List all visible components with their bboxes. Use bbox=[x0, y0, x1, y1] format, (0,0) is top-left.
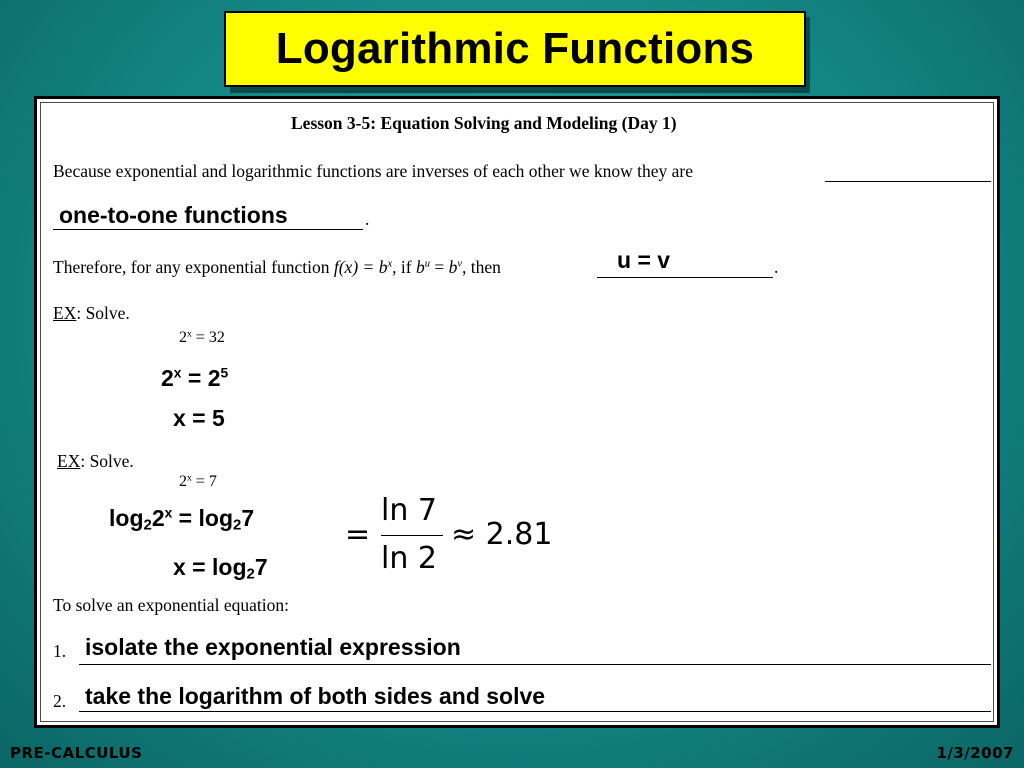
blank-line-1a bbox=[825, 181, 991, 182]
w2b-seven: 7 bbox=[254, 554, 268, 580]
line2-b2: b bbox=[448, 257, 458, 277]
step-1-number: 1. bbox=[53, 641, 67, 661]
ex2-equation bbox=[179, 473, 217, 491]
ex1-equation bbox=[179, 329, 225, 347]
lesson-line-1: Because exponential and logarithmic functions are inverses of each other we know they are bbox=[53, 161, 693, 181]
work-ex2-line2 bbox=[173, 554, 268, 581]
line2-if: , if bbox=[392, 257, 412, 277]
footer-date: 1/3/2007 bbox=[936, 744, 1014, 762]
line2-fx: f(x) = b bbox=[333, 257, 388, 277]
w2-two: 2 bbox=[151, 505, 165, 531]
worksheet-panel bbox=[34, 96, 1000, 728]
step-2-text: take the logarithm of both sides and solve bbox=[85, 683, 546, 709]
w1-eq: = 2 bbox=[181, 365, 221, 391]
ex1-rhs: = 32 bbox=[191, 329, 225, 346]
line2-u: u bbox=[424, 258, 430, 270]
step-1-line bbox=[79, 664, 991, 665]
w2-eq: = log bbox=[172, 505, 233, 531]
ex2-rhs: = 7 bbox=[191, 473, 217, 490]
w1-exp2: 5 bbox=[220, 365, 229, 381]
fraction-bar bbox=[381, 535, 443, 536]
ex1-label bbox=[53, 303, 130, 324]
answer-u-equals-v: u = v bbox=[617, 247, 671, 273]
ex2-base: 2 bbox=[179, 473, 187, 490]
fraction-denominator: ln 2 bbox=[381, 541, 437, 576]
ex2-solve: : Solve. bbox=[80, 451, 134, 471]
step-1-text: isolate the exponential expression bbox=[85, 634, 461, 660]
ex2-label bbox=[57, 451, 134, 472]
w2-sub2: 2 bbox=[233, 516, 242, 534]
lesson-heading: Lesson 3-5: Equation Solving and Modeling (Day 1) bbox=[291, 113, 677, 133]
period-1: . bbox=[365, 209, 370, 229]
w2-seven: 7 bbox=[241, 505, 255, 531]
w1-exp: x bbox=[173, 365, 182, 381]
ex2-ex: EX bbox=[57, 451, 81, 471]
line2-b1: b bbox=[415, 257, 425, 277]
step-2-line bbox=[79, 711, 991, 712]
w2b-sub: 2 bbox=[246, 565, 255, 583]
w2-sub: 2 bbox=[143, 516, 152, 534]
line2-v: v bbox=[457, 258, 462, 270]
w2b-pre: x = log bbox=[173, 554, 247, 580]
step-2-number: 2. bbox=[53, 691, 67, 711]
line2-eq: = bbox=[429, 257, 449, 277]
slide-title: Logarithmic Functions bbox=[275, 24, 755, 73]
fraction-numerator: ln 7 bbox=[381, 493, 437, 528]
work-ex2-line1 bbox=[109, 505, 254, 532]
title-box bbox=[224, 11, 806, 87]
work-ex1-line1 bbox=[161, 365, 228, 392]
fraction-approx-value: ≈ 2.81 bbox=[451, 517, 553, 552]
footer-course: PRE-CALCULUS bbox=[10, 744, 143, 762]
blank-line-1b bbox=[53, 229, 363, 230]
fraction-equals-sign: = bbox=[345, 517, 371, 552]
ex1-exp: x bbox=[187, 328, 192, 340]
w1-base: 2 bbox=[161, 365, 174, 391]
ex1-base: 2 bbox=[179, 329, 187, 346]
line2-x: x bbox=[387, 258, 393, 270]
w2-log: log bbox=[109, 505, 144, 531]
line2-then: , then bbox=[462, 257, 501, 277]
to-solve-heading: To solve an exponential equation: bbox=[53, 595, 289, 615]
line2-prefix: Therefore, for any exponential function bbox=[53, 257, 330, 277]
blank-line-2 bbox=[597, 277, 773, 278]
answer-one-to-one: one-to-one functions bbox=[59, 202, 288, 228]
w2-x: x bbox=[164, 505, 173, 521]
ex2-exp: x bbox=[187, 472, 192, 484]
lesson-line-2 bbox=[53, 257, 501, 278]
period-2: . bbox=[774, 257, 779, 277]
work-ex1-line2: x = 5 bbox=[173, 405, 225, 431]
ex1-ex: EX bbox=[53, 303, 77, 323]
ex1-solve: : Solve. bbox=[76, 303, 130, 323]
